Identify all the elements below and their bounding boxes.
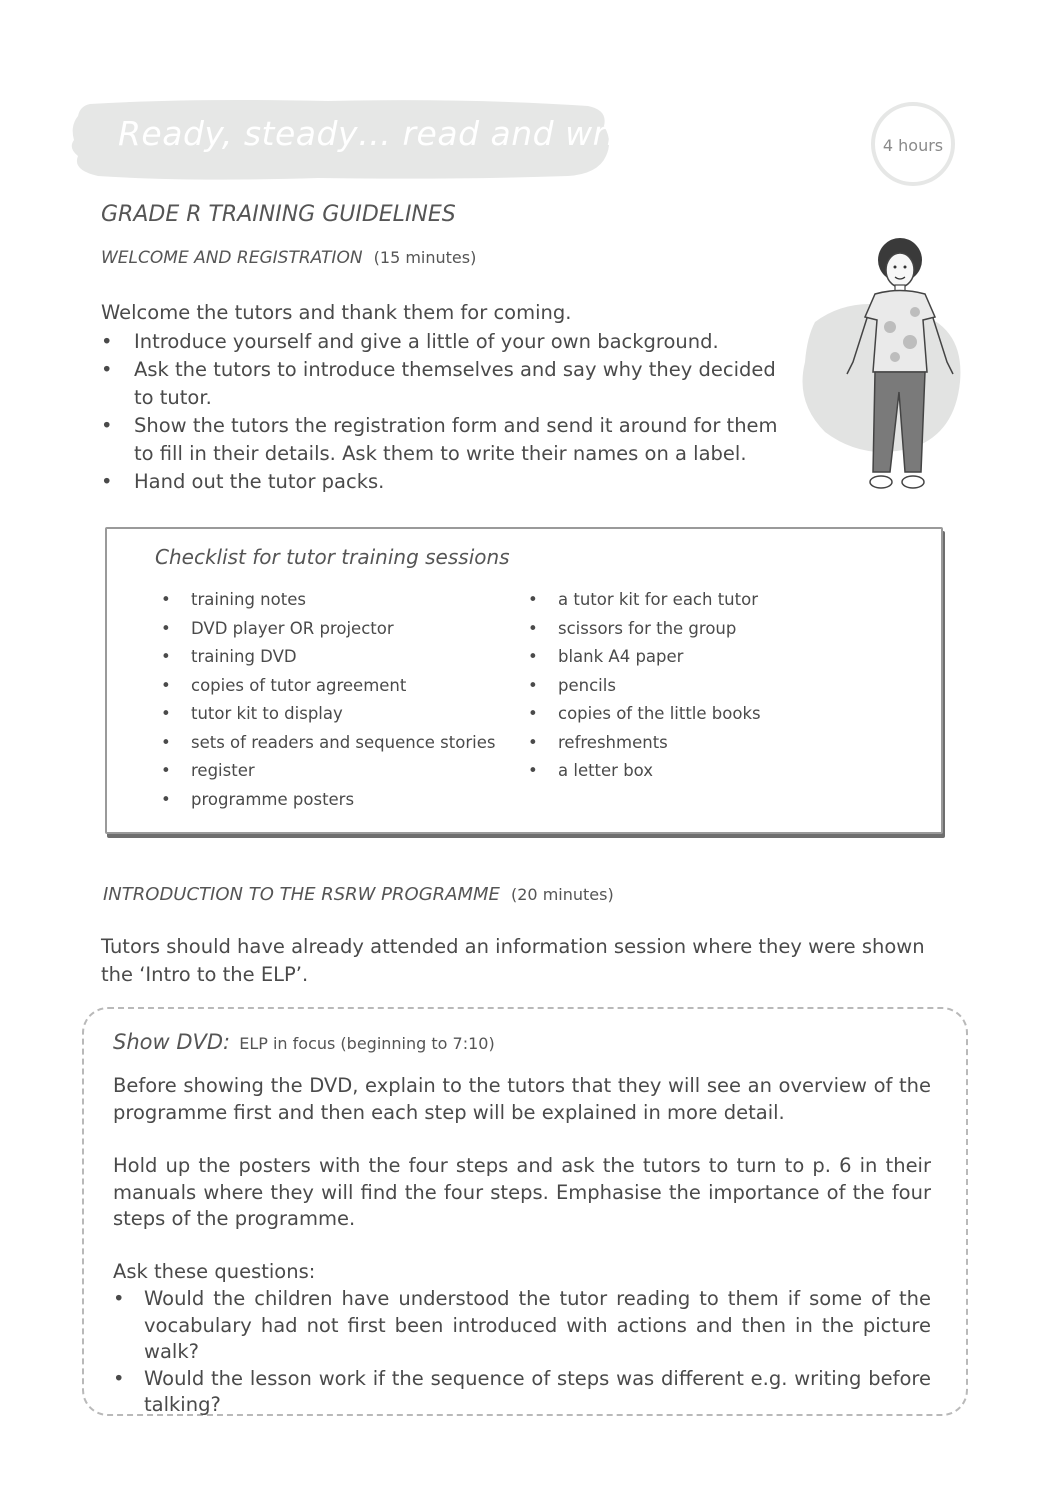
intro-minutes: (20 minutes) [511, 885, 614, 904]
list-item: • register [161, 761, 255, 780]
list-item: • scissors for the group [528, 618, 737, 638]
list-item: • a tutor kit for each tutor [528, 590, 758, 609]
list-item: • Would the lesson work if the sequence of steps was different e.g. writing before talking? [113, 1366, 931, 1416]
list-item: • training DVD [161, 647, 297, 666]
dvd-detail: ELP in focus (beginning to 7:10) [239, 1034, 495, 1053]
list-item: • pencils [528, 675, 616, 695]
grade-heading: GRADE R TRAINING GUIDELINES [101, 202, 456, 227]
list-item: • copies of the little books [528, 704, 761, 723]
list-item: • a letter box [528, 761, 654, 780]
list-item: • Show the tutors the registration form and send it around for them to fill in their details. Ask them to write their names on a label. [101, 414, 778, 465]
checklist-right-column [525, 586, 885, 786]
list-item: • training notes [161, 590, 306, 609]
intro-heading-row [103, 884, 614, 905]
list-item: • tutor kit to display [161, 704, 343, 723]
dvd-paragraph-2: Hold up the posters with the four steps and ask the tutors to turn to p. 6 in their manuals where they will find the four steps. Emphasise the importance of the four steps of the programme. [113, 1154, 931, 1230]
list-item: • sets of readers and sequence stories [161, 732, 496, 752]
page-title: Ready, steady… read and write [118, 114, 651, 153]
welcome-heading: WELCOME AND REGISTRATION [101, 248, 363, 268]
list-item: • refreshments [528, 732, 668, 752]
duration-label: 4 hours [882, 136, 944, 155]
list-item: • programme posters [161, 789, 355, 809]
welcome-bullet-list [101, 328, 781, 496]
list-item: • Would the children have understood the tutor reading to them if some of the vocabulary had not first been introduced with actions and then in the picture walk? [113, 1287, 931, 1363]
intro-heading: INTRODUCTION TO THE RSRW PROGRAMME [103, 884, 500, 905]
tutor-illustration [795, 232, 970, 500]
checklist-left-column [158, 586, 518, 814]
dvd-question-list [113, 1286, 931, 1419]
list-item: • Hand out the tutor packs. [101, 470, 385, 493]
dvd-questions-intro: Ask these questions: [113, 1260, 316, 1283]
welcome-intro: Welcome the tutors and thank them for coming. [101, 301, 572, 324]
dvd-heading-row [113, 1030, 495, 1054]
list-item: • Introduce yourself and give a little of your own background. [101, 330, 719, 353]
dvd-paragraph-1: Before showing the DVD, explain to the tutors that they will see an overview of the programme first and then each step will be explained in more detail. [113, 1074, 931, 1124]
checklist-title: Checklist for tutor training sessions [155, 545, 510, 569]
dvd-label: Show DVD: [113, 1030, 231, 1054]
list-item: • copies of tutor agreement [161, 675, 407, 695]
intro-text: Tutors should have already attended an information session where they were shown the ‘Intro to the ELP’. [101, 935, 925, 986]
welcome-minutes: (15 minutes) [373, 248, 477, 267]
welcome-heading-row [101, 248, 476, 268]
list-item: • Ask the tutors to introduce themselves and say why they decided to tutor. [101, 358, 776, 409]
list-item: • DVD player OR projector [161, 618, 394, 638]
list-item: • blank A4 paper [528, 647, 684, 666]
